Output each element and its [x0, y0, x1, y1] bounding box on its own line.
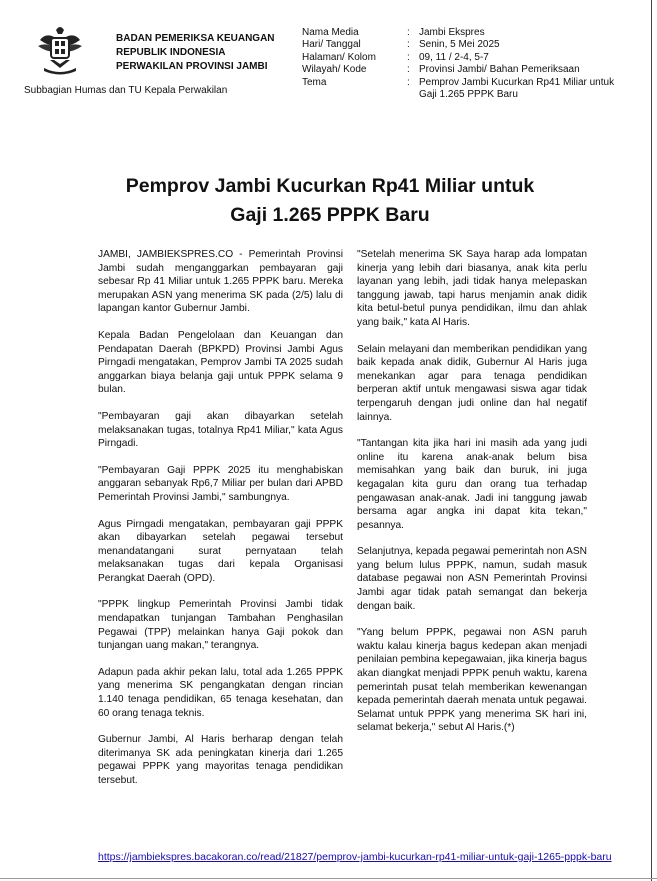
article-column-left [98, 248, 343, 801]
meta-row-media [302, 27, 629, 39]
paragraph: "Setelah menerima SK Saya harap ada lompatan kinerja yang lebih dari biasanya, anak kita perlu layanan yang lebih, jadi tidak hanya melepaskan tanggung jawab, tapi harus menjamin anak didik kita betul-betul punya pendidikan, ilmu dan ahlak yang baik," kata Al Haris. [357, 249, 587, 328]
meta-row-theme [302, 77, 629, 102]
title-line: Gaji 1.265 PPPK Baru [230, 204, 430, 226]
paragraph: "Pembayaran Gaji PPPK 2025 itu menghabiskan anggaran sebanyak Rp6,7 Miliar per bulan dari APBD Pemerintah Provinsi Jambi," sambungnya. [98, 464, 343, 503]
paragraph: Gubernur Jambi, Al Haris berharap dengan telah diterimanya SK ada peningkatan kinerja dari 1.265 pegawai PPPK yang mayoritas tenaga pendidikan tersebut. [98, 734, 343, 786]
org-line: REPUBLIK INDONESIA [116, 47, 226, 58]
meta-label: Nama Media [302, 27, 359, 38]
paragraph: Agus Pirngadi mengatakan, pembayaran gaji PPPK akan dibayarkan setelah pegawai tersebut menandatangani surat pernyataan telah melaksanakan tugas dari kepala Organisasi Perangkat Daerah (OPD). [98, 518, 343, 584]
meta-value: 09, 11 / 2-4, 5-7 [419, 51, 489, 63]
subbagian-label: Subbagian Humas dan TU Kepala Perwakilan [24, 85, 228, 96]
article-column-right [357, 248, 587, 748]
title-line: Pemprov Jambi Kucurkan Rp41 Miliar untuk [125, 175, 535, 197]
meta-label: Tema [302, 76, 327, 88]
page-bottom-border [0, 878, 657, 879]
paragraph: JAMBI, JAMBIEKSPRES.CO - Pemerintah Provinsi Jambi sudah menganggarkan pembayaran gaji sebesar Rp 41 Miliar untuk 1.265 PPPK baru. Mereka merupakan ASN yang menerima SK pada (2/5) lalu di lapangan kantor Gubernur Jambi. [98, 249, 343, 315]
meta-label: Hari/ Tanggal [302, 39, 361, 51]
paragraph: Selain melayani dan memberikan pendidikan yang baik kepada anak didik, Gubernur Al Haris juga menekankan agar para tenaga pendidikan berperan aktif untuk mengawasi siswa agar tidak terpengaruh dengan judi online dan hal negatif lainnya. [357, 343, 587, 423]
institution-name [116, 32, 275, 74]
meta-label: Halaman/ Kolom [302, 51, 376, 63]
meta-row-date [302, 39, 629, 51]
meta-value: Jambi Ekspres [419, 27, 485, 38]
article-title [60, 172, 600, 230]
meta-separator: : [407, 27, 410, 38]
meta-separator: : [407, 76, 410, 88]
paragraph: Kepala Badan Pengelolaan dan Keuangan dan Pendapatan Daerah (BPKPD) Provinsi Jambi Agus Pirngadi mengatakan, Pemprov Jambi TA 2025 sudah anggarkan biaya belanja gaji untuk PPPK selama 9 bulan. [98, 329, 343, 396]
source-link[interactable]: https://jambiekspres.bacakoran.co/read/21827/pemprov-jambi-kucurkan-rp41-miliar-untuk-gaji-1265-pppk-baru [98, 851, 612, 863]
meta-value: Provinsi Jambi/ Bahan Pemeriksaan [419, 64, 580, 76]
media-metadata [302, 27, 629, 101]
meta-row-page [302, 52, 629, 64]
meta-value: Senin, 5 Mei 2025 [419, 39, 500, 51]
meta-separator: : [407, 39, 410, 51]
meta-value: Pemprov Jambi Kucurkan Rp41 Miliar untuk Gaji 1.265 PPPK Baru [419, 76, 615, 101]
org-line: PERWAKILAN PROVINSI JAMBI [116, 61, 268, 72]
paragraph: "Pembayaran gaji akan dibayarkan setelah melaksanakan tugas, totalnya Rp41 Miliar," kata Agus Pirngadi. [98, 410, 343, 450]
page-right-border [651, 0, 652, 881]
paragraph: "Yang belum PPPK, pegawai non ASN paruh waktu kalau kinerja bagus kedepan akan menjadi penilaian pembina kepegawaian, jika kinerja bagus akan diangkat menjadi PPPK penuh waktu, karena pemerintah pusat telah memberikan kewenangan kepada pemerintah daerah menata untuk pegawai. Selamat untuk PPPK yang menerima SK hari ini, selamat bekerja," sebut Al Haris.(*) [357, 627, 587, 734]
paragraph: "Tantangan kita jika hari ini masih ada yang judi online itu karena anak-anak belum bisa memisahkan yang baik dan buruk, ini juga kegagalan kita guru dan orang tua terhadap pengawasan anak-anak. Jadi ini tanggung jawab bersama agar angka ini dapat kita tekan," pesannya. [357, 438, 587, 531]
meta-separator: : [407, 51, 410, 63]
org-line: BADAN PEMERIKSA KEUANGAN [116, 33, 275, 44]
meta-separator: : [407, 64, 410, 76]
paragraph: "PPPK lingkup Pemerintah Provinsi Jambi tidak mendapatkan tunjangan Tambahan Penghasilan Pegawai (TPP) melainkan hanya Gaji pokok dan tunjangan uang makan," terangnya. [98, 599, 343, 652]
meta-label: Wilayah/ Kode [302, 64, 367, 76]
paragraph: Selanjutnya, kepada pegawai pemerintah non ASN yang belum lulus PPPK, namun, sudah masuk database pegawai non ASN Pemerintah Provinsi Jambi agar tidak patah semangat dan bekerja dengan baik. [357, 546, 587, 612]
meta-row-region [302, 64, 629, 76]
garuda-emblem-icon [36, 24, 84, 76]
paragraph: Adapun pada akhir pekan lalu, total ada 1.265 PPPK yang menerima SK pengangkatan dengan rincian 1.140 tenaga pendidikan, 65 tenaga kesehatan, dan 60 orang tenaga teknis. [98, 666, 343, 719]
